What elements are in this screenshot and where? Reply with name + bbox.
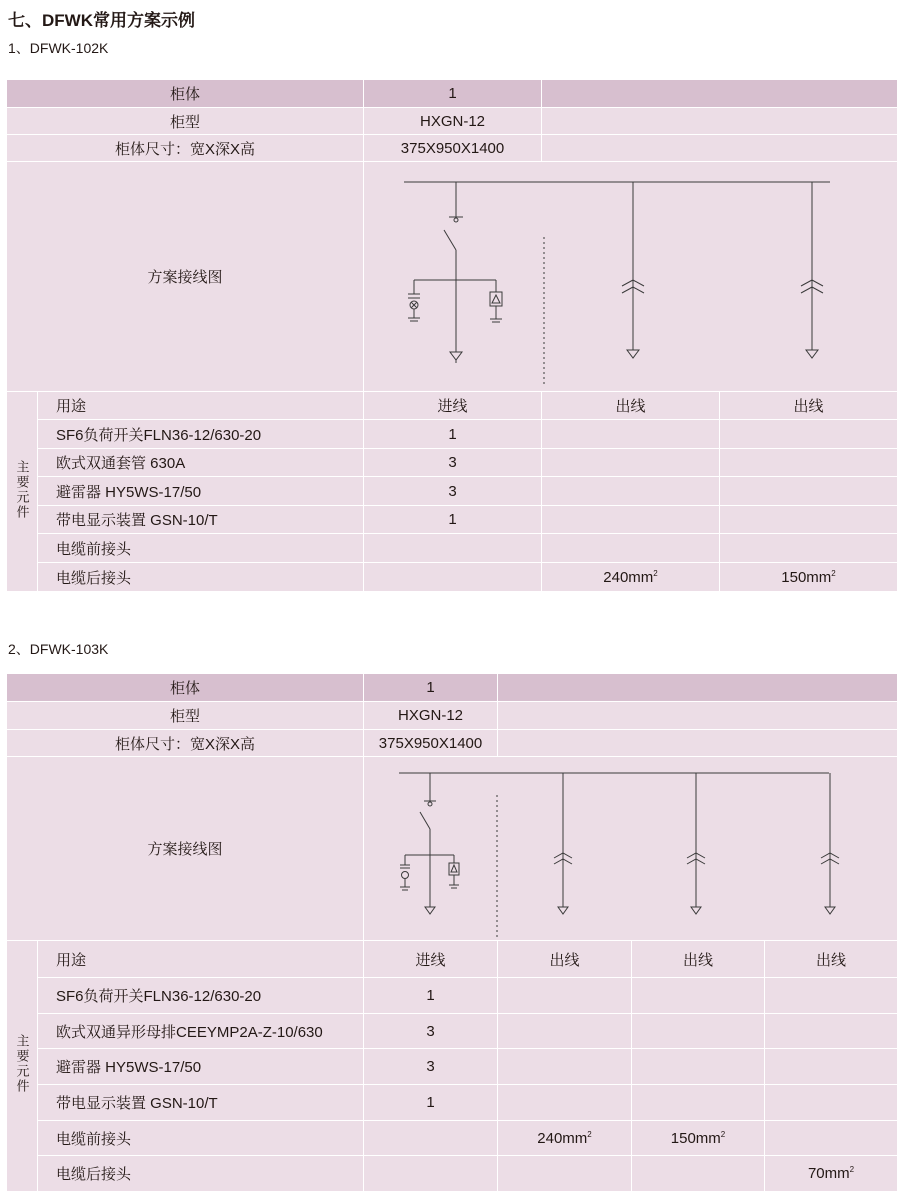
- table-row: [7, 730, 898, 757]
- type-value: HXGN-12: [364, 702, 498, 730]
- incoming-header: 进线: [364, 941, 498, 978]
- wiring-diagram-1: [364, 162, 898, 392]
- table-row: [7, 392, 898, 420]
- diagram-label: 方案接线图: [7, 757, 364, 941]
- component-name: 电缆前接头: [38, 534, 364, 563]
- qty-cell: 3: [364, 1014, 498, 1049]
- cabinet-label: 柜体: [7, 80, 364, 108]
- table-row: [7, 534, 898, 563]
- qty-cell: [498, 1049, 632, 1085]
- empty-cell: [542, 108, 898, 135]
- cable-size-cell: $150mm^2$: [720, 563, 898, 592]
- qty-cell: 1: [364, 506, 542, 534]
- table-row: [7, 80, 898, 108]
- empty-cell: [542, 135, 898, 162]
- qty-cell: 1: [364, 978, 498, 1014]
- qty-cell: [632, 1049, 765, 1085]
- scheme-table-1: [6, 79, 898, 592]
- table-row: [7, 506, 898, 534]
- component-name: SF6负荷开关FLN36-12/630-20: [38, 420, 364, 449]
- qty-cell: [720, 506, 898, 534]
- empty-cell: [498, 730, 898, 757]
- qty-cell: [542, 534, 720, 563]
- cable-size-cell: $70mm^2$: [765, 1156, 898, 1192]
- qty-cell: 3: [364, 477, 542, 506]
- wiring-diagram-svg: [364, 162, 898, 391]
- table-row: [7, 1121, 898, 1156]
- table-row: [7, 674, 898, 702]
- outgoing-header: 出线: [542, 392, 720, 420]
- qty-cell: [765, 1014, 898, 1049]
- qty-cell: [632, 1156, 765, 1192]
- qty-cell: [364, 1156, 498, 1192]
- empty-cell: [542, 80, 898, 108]
- qty-cell: 3: [364, 1049, 498, 1085]
- table-row: [7, 135, 898, 162]
- size-value: 375X950X1400: [364, 135, 542, 162]
- table-row: [7, 1049, 898, 1085]
- usage-header: 用途: [38, 392, 364, 420]
- size-label: 柜体尺寸：宽X深X高: [7, 135, 364, 162]
- component-name: SF6负荷开关FLN36-12/630-20: [38, 978, 364, 1014]
- cable-size-cell: $240mm^2$: [542, 563, 720, 592]
- table-row: [7, 1014, 898, 1049]
- qty-cell: [720, 534, 898, 563]
- qty-cell: [542, 506, 720, 534]
- component-name: 欧式双通异形母排CEEYMP2A-Z-10/630: [38, 1014, 364, 1049]
- cable-size-cell: $240mm^2$: [498, 1121, 632, 1156]
- outgoing-header: 出线: [498, 941, 632, 978]
- table-row: [7, 978, 898, 1014]
- component-name: 带电显示装置 GSN-10/T: [38, 506, 364, 534]
- cable-size-cell: $150mm^2$: [632, 1121, 765, 1156]
- table-row: [7, 108, 898, 135]
- qty-cell: [542, 449, 720, 477]
- qty-cell: [765, 978, 898, 1014]
- table-row: [7, 162, 898, 392]
- component-name: 电缆后接头: [38, 1156, 364, 1192]
- usage-header: 用途: [38, 941, 364, 978]
- wiring-diagram-svg: [364, 757, 898, 940]
- qty-cell: [364, 1121, 498, 1156]
- main-components-label: 主要元件: [7, 392, 38, 592]
- wiring-diagram-2: [364, 757, 898, 941]
- component-name: 避雷器 HY5WS-17/50: [38, 1049, 364, 1085]
- qty-cell: [498, 1156, 632, 1192]
- qty-cell: [542, 477, 720, 506]
- empty-cell: [498, 702, 898, 730]
- outgoing-header: 出线: [765, 941, 898, 978]
- cabinet-value: 1: [364, 674, 498, 702]
- qty-cell: [498, 1085, 632, 1121]
- qty-cell: [498, 978, 632, 1014]
- cabinet-label: 柜体: [7, 674, 364, 702]
- table-row: [7, 1085, 898, 1121]
- table-row: [7, 563, 898, 592]
- qty-cell: [632, 978, 765, 1014]
- qty-cell: 3: [364, 449, 542, 477]
- scheme-table-2: [6, 673, 898, 1192]
- page-heading: 七、DFWK常用方案示例: [8, 11, 195, 30]
- type-label: 柜型: [7, 108, 364, 135]
- table-row: [7, 941, 898, 978]
- table-row: [7, 757, 898, 941]
- qty-cell: 1: [364, 420, 542, 449]
- qty-cell: [765, 1121, 898, 1156]
- table-row: [7, 420, 898, 449]
- type-label: 柜型: [7, 702, 364, 730]
- table-row: [7, 449, 898, 477]
- section-2-title: 2、DFWK-103K: [8, 641, 109, 657]
- qty-cell: [720, 420, 898, 449]
- qty-cell: [765, 1085, 898, 1121]
- size-value: 375X950X1400: [364, 730, 498, 757]
- table-row: [7, 702, 898, 730]
- component-name: 电缆后接头: [38, 563, 364, 592]
- qty-cell: [720, 449, 898, 477]
- qty-cell: 1: [364, 1085, 498, 1121]
- table-row: [7, 1156, 898, 1192]
- component-name: 电缆前接头: [38, 1121, 364, 1156]
- size-label: 柜体尺寸：宽X深X高: [7, 730, 364, 757]
- qty-cell: [542, 420, 720, 449]
- incoming-header: 进线: [364, 392, 542, 420]
- outgoing-header: 出线: [632, 941, 765, 978]
- empty-cell: [498, 674, 898, 702]
- component-name: 带电显示装置 GSN-10/T: [38, 1085, 364, 1121]
- component-name: 欧式双通套管 630A: [38, 449, 364, 477]
- section-1-title: 1、DFWK-102K: [8, 40, 109, 56]
- component-name: 避雷器 HY5WS-17/50: [38, 477, 364, 506]
- outgoing-header: 出线: [720, 392, 898, 420]
- qty-cell: [364, 563, 542, 592]
- main-components-label: 主要元件: [7, 941, 38, 1192]
- qty-cell: [720, 477, 898, 506]
- qty-cell: [765, 1049, 898, 1085]
- qty-cell: [632, 1014, 765, 1049]
- cabinet-value: 1: [364, 80, 542, 108]
- qty-cell: [632, 1085, 765, 1121]
- table-row: [7, 477, 898, 506]
- diagram-label: 方案接线图: [7, 162, 364, 392]
- qty-cell: [498, 1014, 632, 1049]
- qty-cell: [364, 534, 542, 563]
- type-value: HXGN-12: [364, 108, 542, 135]
